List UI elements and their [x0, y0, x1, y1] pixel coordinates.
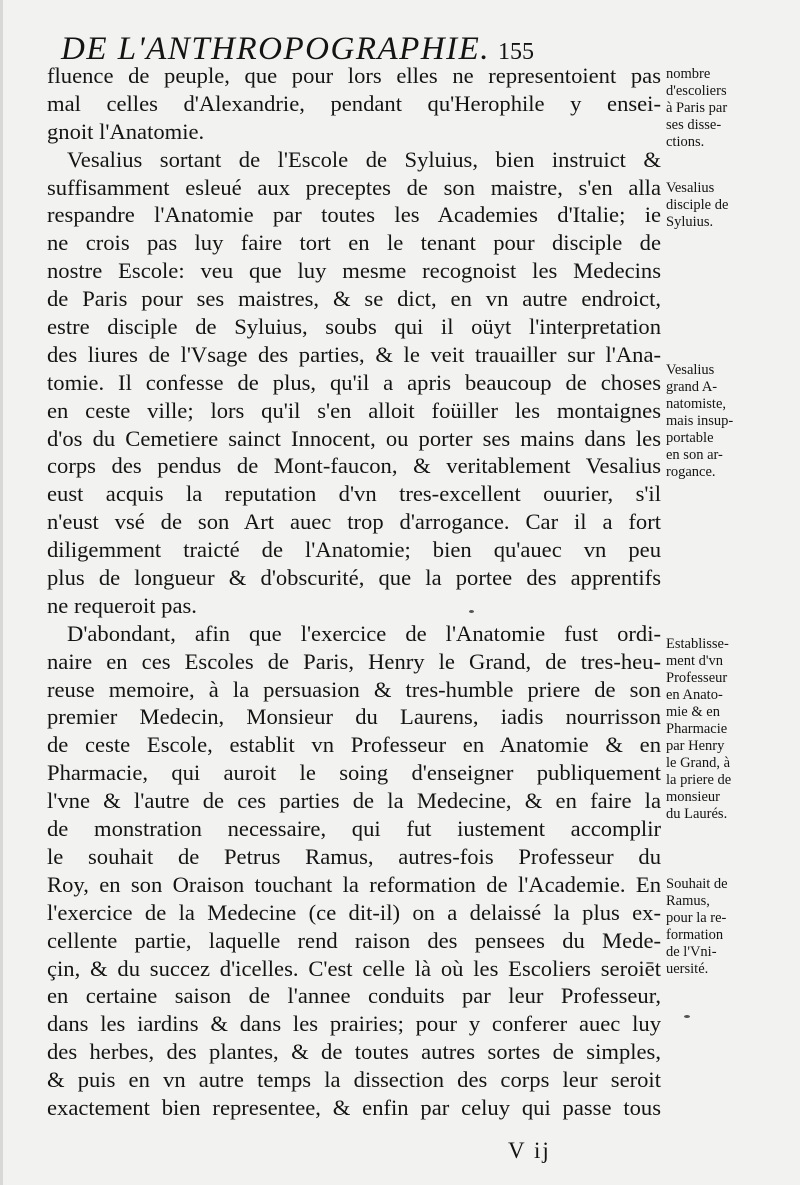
- running-title: DE L'ANTHROPOGRAPHIE.: [61, 31, 491, 67]
- margin-note-line: la priere de: [666, 772, 732, 788]
- margin-note-line: Ramus,: [666, 893, 710, 909]
- margin-note-line: disciple de: [666, 197, 729, 213]
- margin-note-line: Souhait de: [666, 876, 728, 892]
- text-line: l'vne & l'autre de ces parties de la Medecine, & en faire la: [47, 788, 661, 814]
- text-line: plus de longueur & d'obscurité, que la portee des apprentifs: [47, 565, 661, 591]
- text-line: tomie. Il confesse de plus, qu'il a apris beaucoup de choses: [47, 369, 661, 395]
- margin-note-line: Professeur: [666, 670, 728, 686]
- page-number: 155: [498, 39, 535, 65]
- margin-note-line: grand A-: [666, 379, 718, 395]
- text-line: & puis en vn autre temps la dissection des corps leur seroit: [47, 1067, 661, 1093]
- margin-note-escoliers: [666, 66, 796, 151]
- margin-note-line: ctions.: [666, 134, 705, 150]
- margin-note-line: en Anato-: [666, 687, 723, 703]
- text-line: mal celles d'Alexandrie, pendant qu'Herophile y ensei-: [47, 90, 661, 116]
- margin-note-line: Vesalius: [666, 180, 715, 196]
- text-line: de monstration necessaire, qui fut iustement accomplir: [47, 816, 661, 842]
- main-text-block: [47, 62, 661, 1122]
- text-line: de Paris pour ses maistres, & se dict, en vn autre endroict,: [47, 286, 661, 312]
- margin-note-line: ment d'vn: [666, 653, 723, 669]
- text-line: suffisamment esleué aux preceptes de son maistre, s'en alla: [47, 174, 661, 200]
- text-line: en ceste ville; lors qu'il s'en alloit foüiller les montaignes: [47, 397, 661, 423]
- margin-note-line: du Laurés.: [666, 806, 728, 822]
- margin-note-line: à Paris par: [666, 100, 728, 116]
- margin-note-vesalius-disciple: [666, 180, 796, 231]
- text-line: eust acquis la reputation d'vn tres-excellent ouurier, s'il: [47, 481, 661, 507]
- margin-note-line: portable: [666, 430, 714, 446]
- margin-note-line: formation: [666, 927, 724, 943]
- margin-note-vesalius-arrogance: [666, 362, 796, 481]
- margin-note-line: de l'Vni-: [666, 944, 717, 960]
- margin-note-line: pour la re-: [666, 910, 727, 926]
- text-line: ne crois pas luy faire tort en le tenant pour disciple de: [47, 230, 661, 256]
- text-line: des liures de l'Vsage des parties, & le veit trauailler sur l'Ana-: [47, 341, 661, 367]
- margin-note-line: Vesalius: [666, 362, 715, 378]
- text-line: Vesalius sortant de l'Escole de Syluius, bien instruict &: [67, 146, 661, 172]
- text-line: Roy, en son Oraison touchant la reformation de l'Academie. En: [47, 871, 661, 897]
- text-line: fluence de peuple, que pour lors elles ne representoient pas: [47, 63, 661, 88]
- margin-note-line: mais insup-: [666, 413, 734, 429]
- text-line: n'eust vsé de son Art auec trop d'arrogance. Car il a fort: [47, 509, 661, 535]
- text-line: estre disciple de Syluius, soubs qui il oüyt l'interpretation: [47, 314, 661, 340]
- text-line: d'os du Cemetiere sainct Innocent, ou porter ses mains dans les: [47, 425, 661, 451]
- text-line: corps des pendus de Mont-faucon, & veritablement Vesalius: [47, 453, 661, 479]
- text-line: des herbes, des plantes, & de toutes autres sortes de simples,: [47, 1039, 661, 1065]
- text-line: l'exercice de la Medecine (ce dit-il) on a delaissé la plus ex-: [47, 899, 661, 925]
- margin-note-line: mie & en: [666, 704, 720, 720]
- text-line: cellente partie, laquelle rend raison des pensees du Mede-: [47, 927, 661, 953]
- margin-note-line: Syluius.: [666, 214, 714, 230]
- text-line: exactement bien representee, & enfin par celuy qui passe tous: [47, 1094, 661, 1120]
- margin-note-line: en son ar-: [666, 447, 723, 463]
- text-line: ne requeroit pas.: [47, 592, 197, 618]
- margin-note-line: natomiste,: [666, 396, 727, 412]
- margin-note-line: monsieur: [666, 789, 720, 805]
- text-line: D'abondant, afin que l'exercice de l'Anatomie fust ordi-: [67, 620, 661, 646]
- text-line: çin, & du succez d'icelles. C'est celle là où les Escoliers seroiēt: [47, 955, 661, 981]
- signature-mark: V ij: [508, 1138, 551, 1163]
- text-line: reuse memoire, à la persuasion & tres-humble priere de son: [47, 676, 661, 702]
- text-line: dans les iardins & dans les prairies; pour y conferer auec luy: [47, 1011, 661, 1037]
- text-line: premier Medecin, Monsieur du Laurens, iadis nourrisson: [47, 704, 661, 730]
- margin-note-professeur: [666, 636, 796, 823]
- text-line: respandre l'Anatomie par toutes les Academies d'Italie; ie: [47, 202, 661, 228]
- text-line: naire en ces Escoles de Paris, Henry le Grand, de tres-heu-: [47, 648, 661, 674]
- text-line: de ceste Escole, establit vn Professeur en Anatomie & en: [47, 732, 661, 758]
- margin-note-line: ses disse-: [666, 117, 722, 133]
- margin-note-line: d'escoliers: [666, 83, 727, 99]
- text-line: diligemment traicté de l'Anatomie; bien qu'auec vn peu: [47, 537, 661, 563]
- ink-speck: [469, 610, 474, 613]
- margin-note-line: Establisse-: [666, 636, 729, 652]
- text-line: gnoit l'Anatomie.: [47, 118, 205, 144]
- margin-note-line: uersité.: [666, 961, 709, 977]
- ink-speck: [684, 1015, 690, 1018]
- margin-note-line: nombre: [666, 66, 711, 82]
- text-line: en certaine saison de l'annee conduits par leur Professeur,: [47, 983, 661, 1009]
- margin-note-line: rogance.: [666, 464, 716, 480]
- margin-note-line: par Henry: [666, 738, 725, 754]
- margin-note-ramus: [666, 876, 796, 978]
- margin-note-line: le Grand, à: [666, 755, 731, 771]
- text-line: nostre Escole: veu que luy mesme recognoist les Medecins: [47, 258, 661, 284]
- margin-note-line: Pharmacie: [666, 721, 728, 737]
- text-line: le souhait de Petrus Ramus, autres-fois Professeur du: [47, 843, 661, 869]
- text-line: Pharmacie, qui auroit le soing d'enseigner publiquement: [47, 760, 661, 786]
